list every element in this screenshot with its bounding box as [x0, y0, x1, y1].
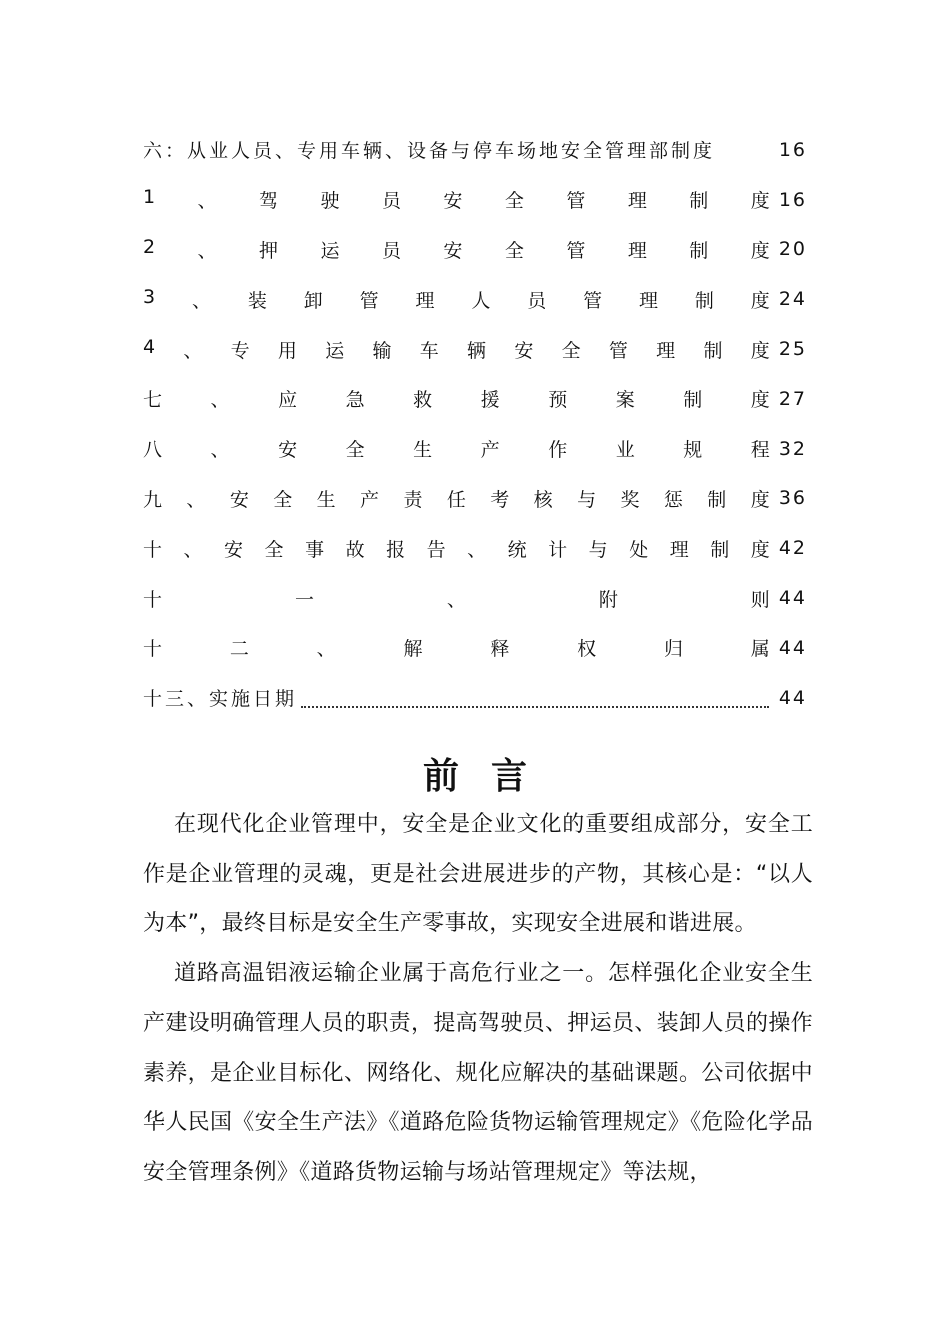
toc-entry-page-number: 32 — [778, 437, 807, 460]
toc-entry-page-number: 44 — [778, 686, 807, 709]
toc-entry-title: 十三、实施日期 — [143, 688, 298, 711]
toc-entry[interactable] — [143, 374, 807, 424]
toc-entry-page-number: 16 — [778, 188, 807, 211]
toc-entry[interactable] — [143, 523, 807, 573]
toc-entry-title: 1 、 驾 驶 员 安 全 管 理 制 度 — [143, 186, 773, 213]
toc-entry-title: 2 、 押 运 员 安 全 管 理 制 度 — [143, 235, 773, 262]
toc-entry[interactable] — [143, 623, 807, 673]
toc-entry-page-number: 20 — [778, 238, 807, 261]
toc-entry-title: 八 、 安 全 生 产 作 业 规 程 — [143, 439, 773, 462]
preface-paragraph-1: 在现代化企业管理中，安全是企业文化的重要组成部分，安全工作是企业管理的灵魂，更是社会进展进步的产物，其核心是：“以人为本”，最终目标是安全生产零事故，实现安全进展和谐进展。 — [143, 812, 813, 937]
toc-entry[interactable] — [143, 474, 807, 524]
preface-heading: 前言 — [422, 756, 559, 797]
toc-entry-title: 七 、 应 急 救 援 预 案 制 度 — [143, 389, 773, 412]
toc-entry-page-number: 42 — [778, 537, 807, 560]
toc-entry-title: 4 、 专 用 运 输 车 辆 安 全 管 理 制 度 — [143, 335, 773, 362]
toc-entry-page-number: 16 — [778, 138, 807, 161]
toc-entry-page-number: 27 — [778, 387, 807, 410]
toc-entry[interactable] — [143, 324, 807, 374]
toc-entry[interactable] — [143, 573, 807, 623]
toc-entry-page-number: 24 — [778, 288, 807, 311]
toc-entry-page-number: 36 — [778, 487, 807, 510]
preface-body — [143, 800, 813, 1198]
toc-entry-title: 九 、 安 全 生 产 责 任 考 核 与 奖 惩 制 度 — [143, 488, 773, 511]
toc-entry-title: 3 、 装 卸 管 理 人 员 管 理 制 度 — [143, 285, 773, 312]
toc-entry[interactable] — [143, 673, 807, 723]
toc-entry[interactable] — [143, 225, 807, 275]
toc-entry-title: 十 二 、 解 释 权 归 属 — [143, 638, 773, 661]
preface-paragraph-2: 道路高温铝液运输企业属于高危行业之一。怎样强化企业安全生产建设明确管理人员的职责，提高驾驶员、押运员、装卸人员的操作素养，是企业目标化、网络化、规化应解决的基础课题。公司依据中华人民国《安全生产法》《道路危险货物运输管理规定》《危险化学品安全管理条例》《道路货物运输与场站管理规定》等法规， — [143, 961, 813, 1185]
toc-entry-page-number: 44 — [778, 587, 807, 610]
toc-entry-title: 十 、 安 全 事 故 报 告 、 统 计 与 处 理 制 度 — [143, 538, 773, 561]
toc-entry[interactable] — [143, 125, 807, 175]
toc-entry[interactable] — [143, 424, 807, 474]
toc-entry-title: 十 一 、 附 则 — [143, 588, 773, 611]
toc-leader-dots — [301, 692, 769, 708]
table-of-contents — [143, 125, 807, 723]
toc-entry-page-number: 25 — [778, 338, 807, 361]
toc-entry-page-number: 44 — [778, 636, 807, 659]
toc-entry-title: 六：从业人员、专用车辆、设备与停车场地安全管理部制度 — [143, 140, 716, 163]
toc-entry[interactable] — [143, 274, 807, 324]
toc-entry[interactable] — [143, 175, 807, 225]
